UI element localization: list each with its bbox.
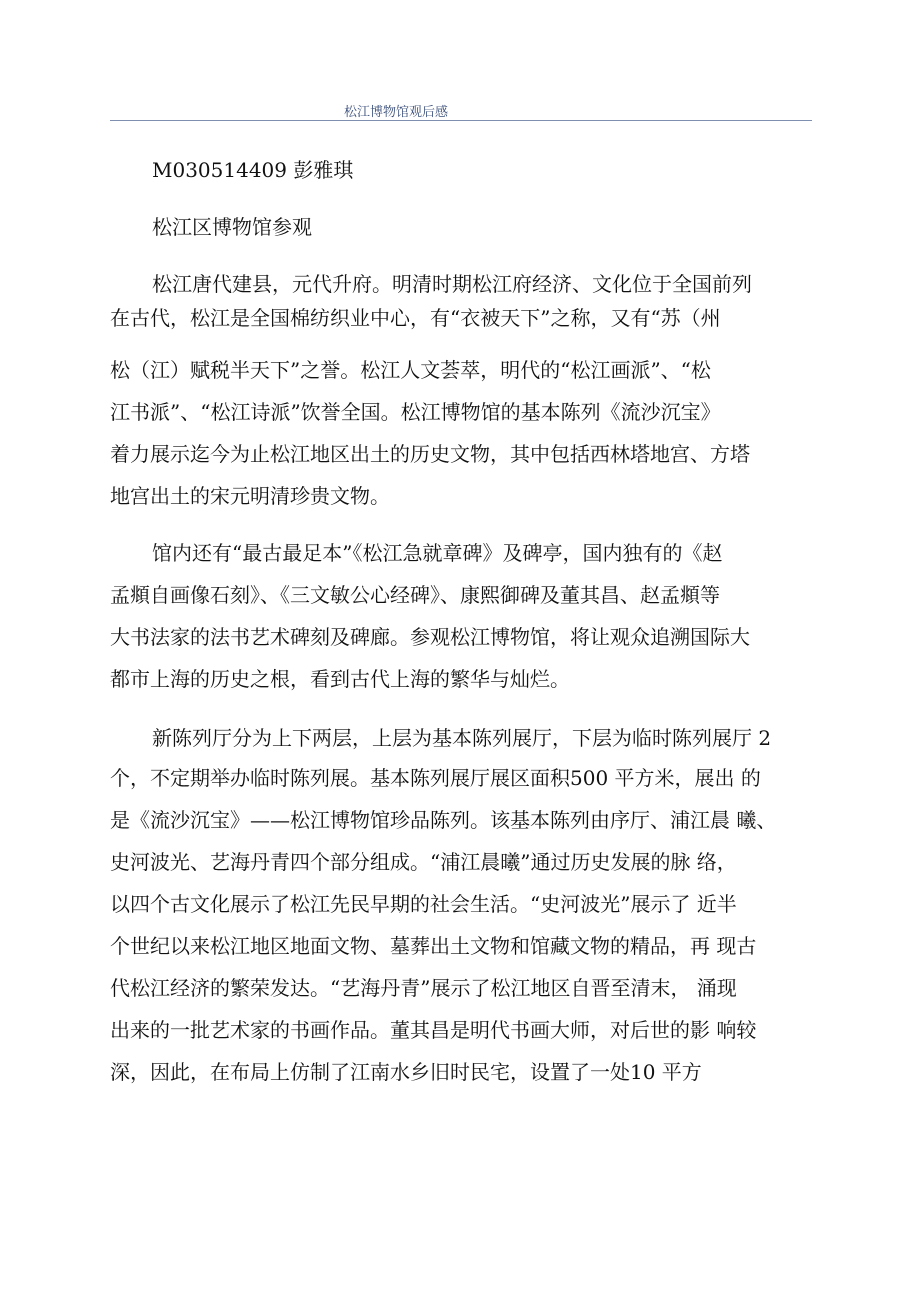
paragraph-line: 都市上海的历史之根，看到古代上海的繁华与灿烂。 — [110, 667, 570, 691]
paragraph-line: 着力展示迄今为止松江地区出土的历史文物，其中包括西林塔地宫、方塔 — [110, 442, 750, 466]
paragraph-line: 是《流沙沉宝》——松江博物馆珍品陈列。该基本陈列由序厅、浦江晨 曦、 — [110, 808, 777, 832]
paragraph-line: 江书派”、“松江诗派”饮誉全国。松江博物馆的基本陈列《流沙沉宝》 — [110, 400, 721, 424]
paragraph-line: 出来的一批艺术家的书画作品。董其昌是明代书画大师，对后世的影 响较 — [110, 1018, 757, 1042]
paragraph-line: 个世纪以来松江地区地面文物、墓葬出土文物和馆藏文物的精品，再 现古 — [110, 934, 757, 958]
paragraph-line: 地宫出土的宋元明清珍贵文物。 — [110, 484, 390, 508]
paragraph-line: 个，不定期举办临时陈列展。基本陈列展厅展区面积500 平方米，展出 的 — [110, 766, 761, 790]
paragraph-line: 大书法家的法书艺术碑刻及碑廊。参观松江博物馆，将让观众追溯国际大 — [110, 625, 750, 649]
paragraph-line: 新陈列厅分为上下两层，上层为基本陈列展厅，下层为临时陈列展厅 2 — [152, 726, 772, 750]
page-header — [110, 96, 812, 121]
paragraph-line: 深，因此，在布局上仿制了江南水乡旧时民宅，设置了一处10 平方 — [110, 1060, 702, 1084]
paragraph-line: 代松江经济的繁荣发达。“艺海丹青”展示了松江地区自晋至清末， 涌现 — [110, 976, 737, 1000]
author-line: M030514409 彭雅琪 — [152, 158, 354, 182]
subtitle: 松江区博物馆参观 — [152, 215, 312, 239]
paragraph-line: 孟頫自画像石刻》、《三文敏公心经碑》、康熙御碑及董其昌、赵孟頫等 — [110, 583, 720, 607]
paragraph-line: 松（江）赋税半天下”之誉。松江人文荟萃，明代的“松江画派”、“松 — [110, 358, 711, 382]
paragraph-line: 松江唐代建县，元代升府。明清时期松江府经济、文化位于全国前列 — [152, 272, 752, 296]
paragraph-line: 史河波光、艺海丹青四个部分组成。“浦江晨曦”通过历史发展的脉 络， — [110, 850, 737, 874]
paragraph-line: 在古代，松江是全国棉纺织业中心，有“衣被天下”之称，又有“苏（州 — [110, 306, 721, 330]
paragraph-line: 馆内还有“最古最足本”《松江急就章碑》及碑亭，国内独有的《赵 — [152, 541, 723, 565]
paragraph-line: 以四个古文化展示了松江先民早期的社会生活。“史河波光”展示了 近半 — [110, 892, 737, 916]
header-title: 松江博物馆观后感 — [344, 105, 449, 120]
